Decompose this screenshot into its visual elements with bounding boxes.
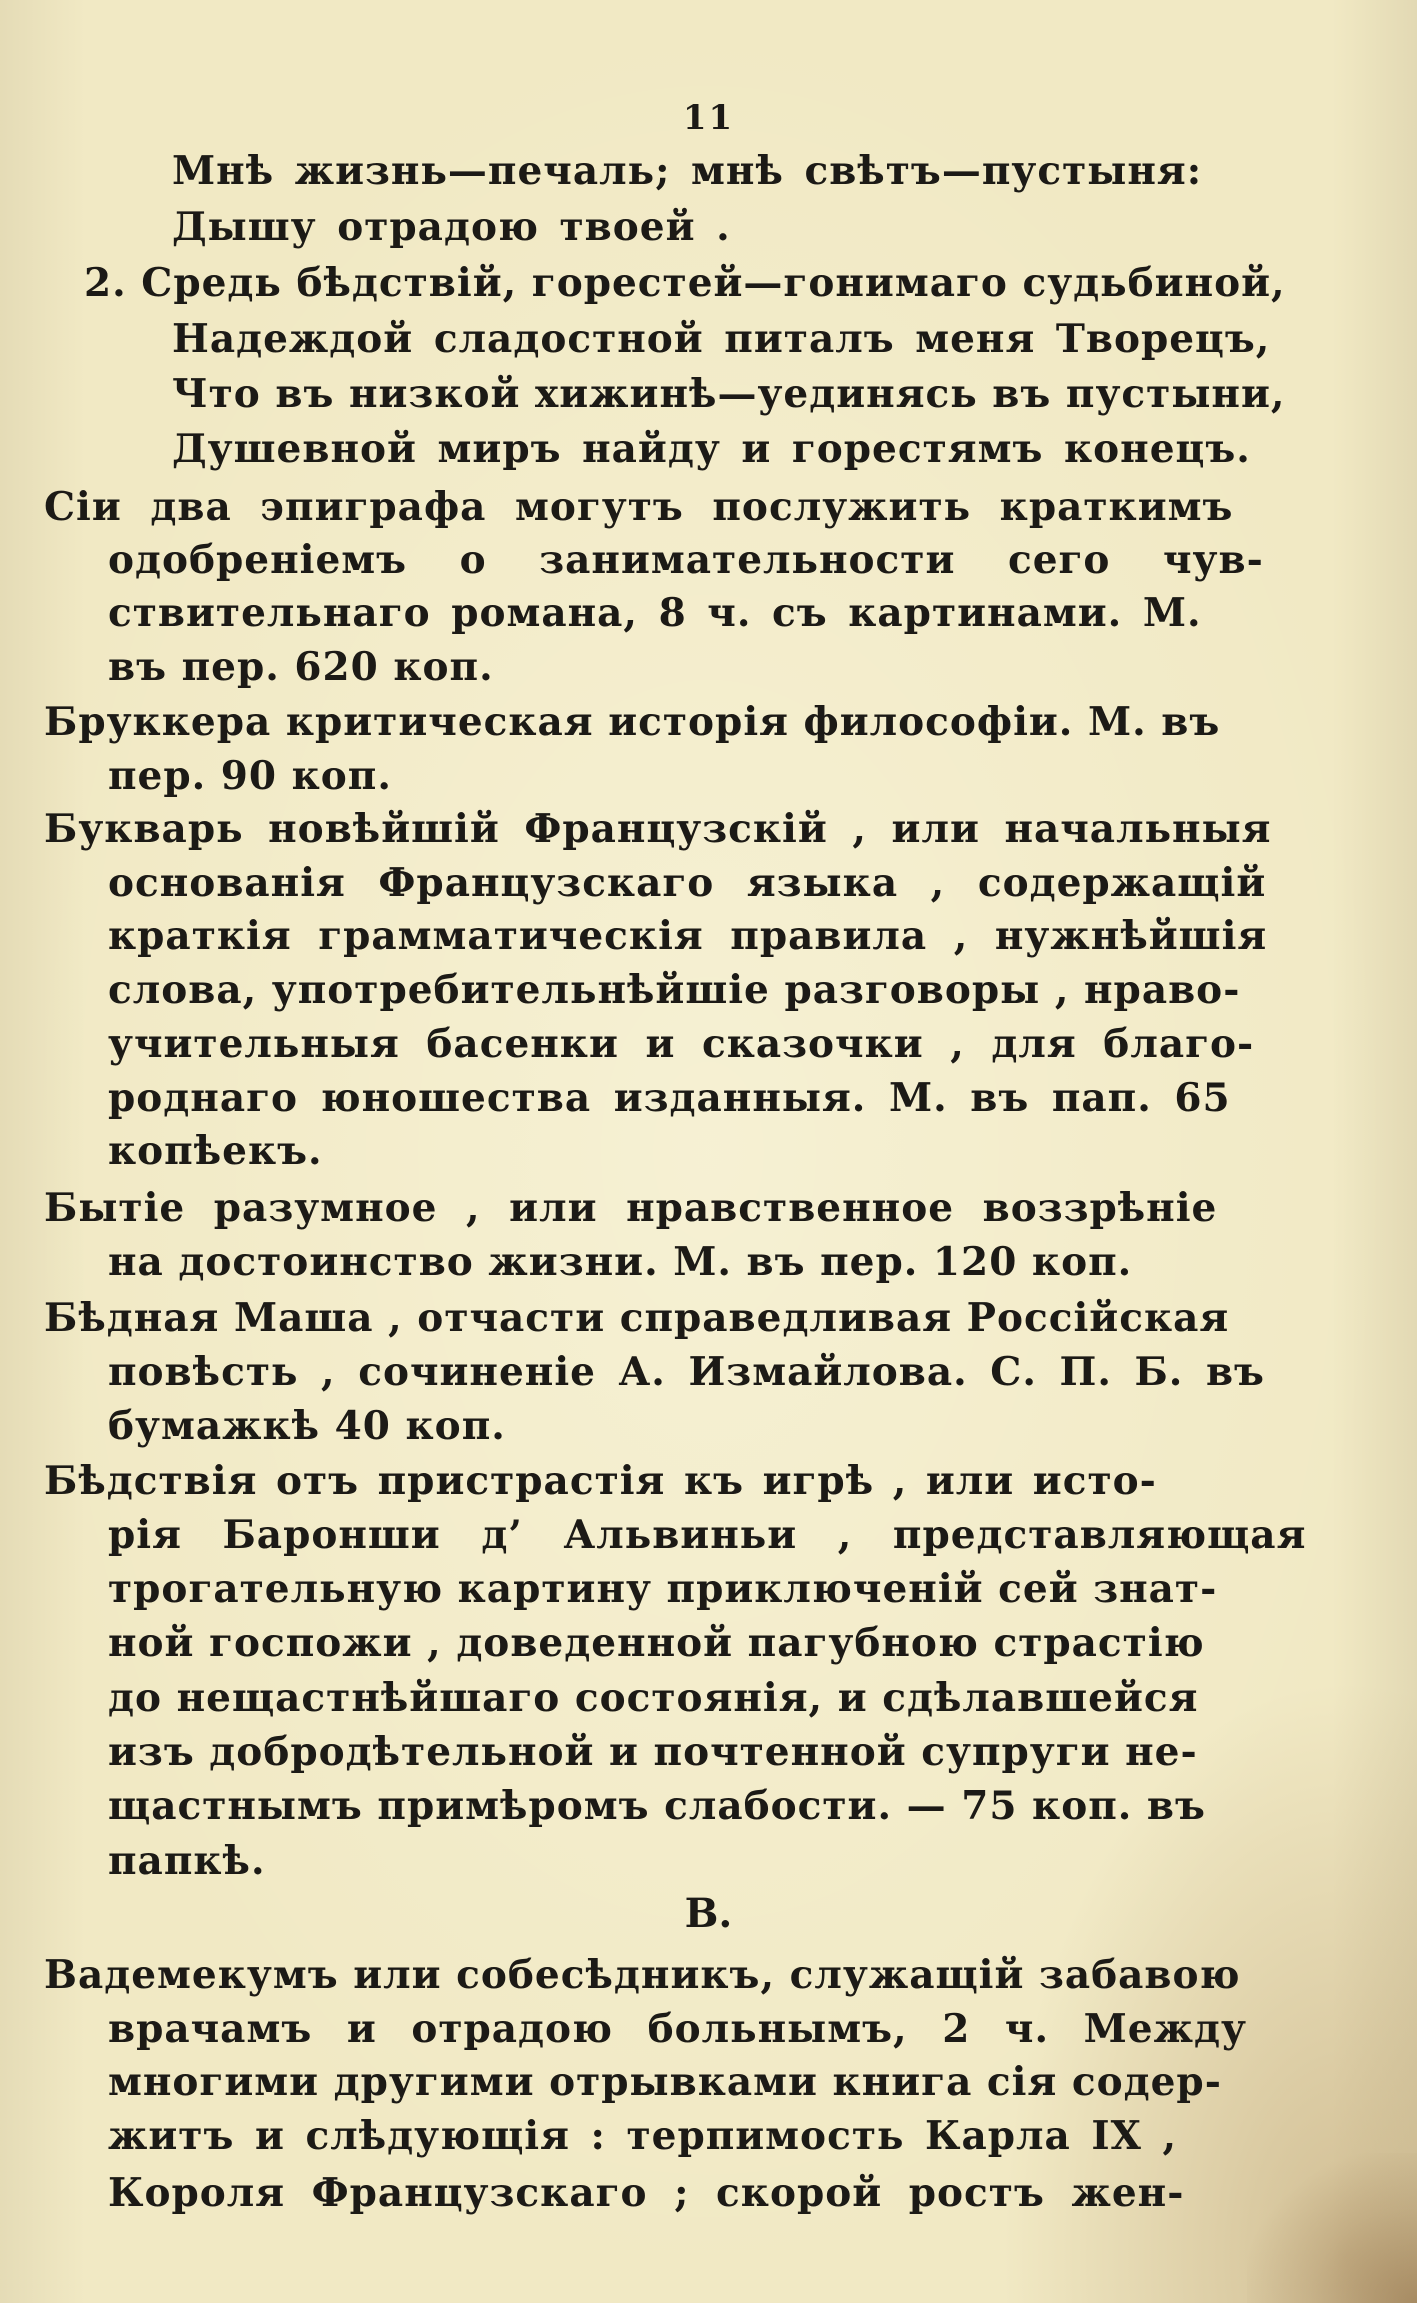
text-line: щастнымъ примѣромъ слабости. — 75 коп. въ <box>108 1783 1206 1829</box>
text-line: трогательную картину приключеній сей знат- <box>108 1566 1218 1612</box>
text-line: Сіи два эпиграфа могутъ послужить краткимъ <box>44 484 1234 530</box>
text-line: Бѣдствія отъ пристрастія къ игрѣ , или исто- <box>44 1458 1157 1504</box>
text-line: учительныя басенки и сказочки , для благо- <box>108 1021 1255 1067</box>
text-line: ствительнаго романа, 8 ч. съ картинами. М. <box>108 590 1202 636</box>
text-line: основанія Французскаго языка , содержащій <box>108 860 1267 906</box>
text-line: въ пер. 620 коп. <box>108 644 494 690</box>
text-line: слова, употребительнѣйшіе разговоры , нраво- <box>108 967 1241 1013</box>
text-line: многими другими отрывками книга сія содер- <box>108 2059 1222 2105</box>
text-line: житъ и слѣдующія : терпимость Карла IX , <box>108 2113 1178 2159</box>
page-number: 11 <box>682 98 735 138</box>
text-line: папкѣ. <box>108 1838 266 1884</box>
text-line: одобреніемъ о занимательности сего чув- <box>108 537 1264 583</box>
text-line: до нещастнѣйшаго состоянія, и сдѣлавшейся <box>108 1675 1199 1721</box>
text-line: Бытіе разумное , или нравственное воззрѣніе <box>44 1185 1218 1231</box>
text-line: роднаго юношества изданныя. М. въ пап. 65 <box>108 1075 1231 1121</box>
text-line: Вадемекумъ или собесѣдникъ, служащій забавою <box>44 1952 1241 1998</box>
section-heading: В. <box>684 1890 733 1937</box>
text-line: врачамъ и отрадою больнымъ, 2 ч. Между <box>108 2006 1247 2052</box>
text-line: Короля Французскаго ; скорой ростъ жен- <box>108 2170 1185 2216</box>
text-line: Дышу отрадою твоей . <box>172 204 731 250</box>
text-line: бумажкѣ 40 коп. <box>108 1403 506 1449</box>
text-line: краткія грамматическія правила , нужнѣйшія <box>108 913 1268 959</box>
text-line: Что въ низкой хижинѣ—уединясь въ пустыни, <box>172 371 1286 417</box>
text-line: изъ добродѣтельной и почтенной супруги не- <box>108 1729 1198 1775</box>
text-line: пер. 90 коп. <box>108 753 392 799</box>
text-line: Бруккера критическая исторія философіи. М. въ <box>44 699 1221 745</box>
text-line: рія Баронши д’ Альвиньи , представляющая <box>108 1512 1307 1558</box>
text-line: повѣсть , сочиненіе А. Измайлова. С. П. Б. въ <box>108 1349 1265 1395</box>
text-line: ной госпожи , доведенной пагубною страстію <box>108 1620 1205 1666</box>
page-corner-wear <box>1247 2153 1417 2303</box>
text-line: Надеждой сладостной питалъ меня Творецъ, <box>172 316 1271 362</box>
text-line: Душевной миръ найду и горестямъ конецъ. <box>172 426 1251 472</box>
text-line: копѣекъ. <box>108 1128 323 1174</box>
text-line: Букварь новѣйшій Французскій , или начальныя <box>44 806 1272 852</box>
text-line: Мнѣ жизнь—печаль; мнѣ свѣтъ—пустыня: <box>172 148 1203 194</box>
text-line: на достоинство жизни. М. въ пер. 120 коп. <box>108 1239 1133 1285</box>
text-line: Бѣдная Маша , отчасти справедливая Россійская <box>44 1295 1230 1341</box>
text-line: 2. Средь бѣдствій, горестей—гонимаго судьбиной, <box>84 260 1286 306</box>
